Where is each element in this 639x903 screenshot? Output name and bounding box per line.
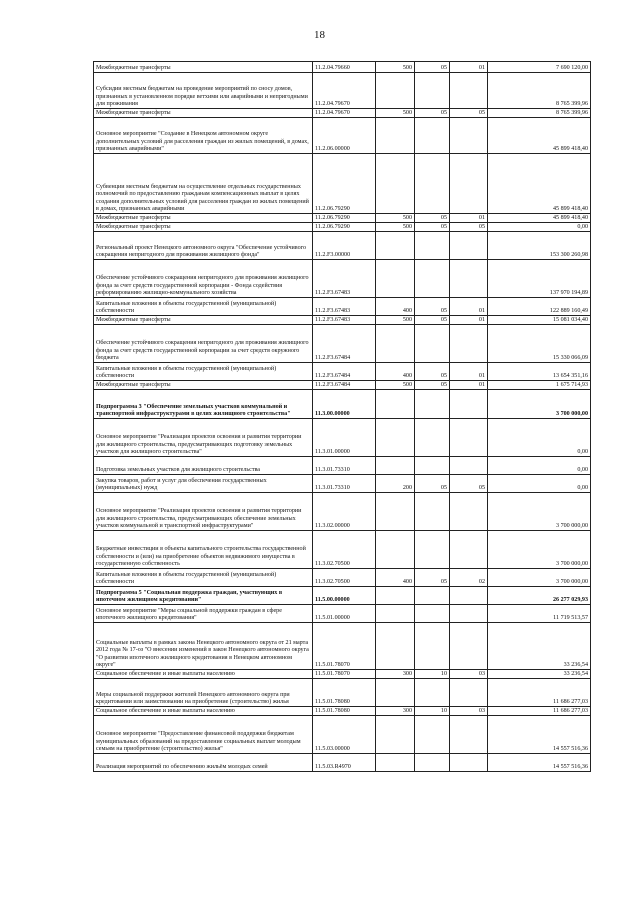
row-amount-cell: 122 889 160,49 [488, 298, 591, 316]
row-amount-cell: 14 557 516,36 [488, 754, 591, 772]
row-amount-cell: 13 654 351,16 [488, 363, 591, 381]
row-name-cell: Межбюджетные трансферты [94, 214, 313, 223]
row-subsection-cell: 03 [450, 670, 488, 679]
table-row [94, 716, 591, 754]
row-code-cell: 11.3.02.70500 [313, 531, 376, 569]
table-row [94, 325, 591, 363]
row-amount-cell: 0,00 [488, 419, 591, 457]
row-expense-type-cell [376, 73, 415, 109]
row-expense-type-cell: 500 [376, 109, 415, 118]
row-name-cell: Основное мероприятие "Реализация проектов освоения и развития территории для жилищного строительства, предусматривающих обеспечение земельных участков коммунальной и транспортной инфраструктурами" [94, 493, 313, 531]
table-row [94, 118, 591, 154]
row-name-cell: Подготовка земельных участков для жилищного строительства [94, 457, 313, 475]
row-amount-cell: 45 899 418,40 [488, 214, 591, 223]
row-code-cell: 11.3.02.00000 [313, 493, 376, 531]
row-name-cell: Основное мероприятие "Предоставление финансовой поддержки бюджетам муниципальных образований на предоставление социальных выплат молодым семьям на приобретение (строительство) жилья" [94, 716, 313, 754]
row-amount-cell: 3 700 000,00 [488, 390, 591, 419]
row-expense-type-cell: 400 [376, 569, 415, 587]
row-name-cell: Межбюджетные трансферты [94, 316, 313, 325]
row-amount-cell: 0,00 [488, 223, 591, 232]
row-code-cell: 11.2.F3.67483 [313, 298, 376, 316]
row-subsection-cell [450, 623, 488, 670]
table-row [94, 679, 591, 707]
row-section-cell: 05 [415, 214, 450, 223]
table-row [94, 707, 591, 716]
row-section-cell: 10 [415, 707, 450, 716]
row-name-cell: Региональный проект Ненецкого автономного округа "Обеспечение устойчивого сокращения непригодного для проживания жилищного фонда" [94, 232, 313, 260]
budget-table-body [94, 62, 591, 772]
table-row [94, 298, 591, 316]
table-row [94, 363, 591, 381]
row-subsection-cell: 02 [450, 569, 488, 587]
row-section-cell [415, 390, 450, 419]
table-row [94, 223, 591, 232]
row-name-cell: Подпрограмма 5 "Социальная поддержка граждан, участвующих в ипотечном жилищном кредитовании" [94, 587, 313, 605]
table-row [94, 754, 591, 772]
row-subsection-cell: 01 [450, 214, 488, 223]
row-section-cell: 05 [415, 363, 450, 381]
row-name-cell: Обеспечение устойчивого сокращения непригодного для проживания жилищного фонда за счет средств государственной корпорации - Фонда содействия реформированию жилищно-коммунального хозяйства [94, 260, 313, 298]
row-amount-cell: 11 719 513,57 [488, 605, 591, 623]
table-row [94, 623, 591, 670]
row-subsection-cell [450, 587, 488, 605]
row-expense-type-cell [376, 457, 415, 475]
row-expense-type-cell [376, 118, 415, 154]
table-row [94, 73, 591, 109]
row-amount-cell: 33 236,54 [488, 623, 591, 670]
row-code-cell: 11.3.01.00000 [313, 419, 376, 457]
row-amount-cell: 153 300 260,98 [488, 232, 591, 260]
table-row [94, 316, 591, 325]
row-expense-type-cell: 300 [376, 670, 415, 679]
row-amount-cell: 15 330 066,09 [488, 325, 591, 363]
table-row [94, 670, 591, 679]
row-section-cell [415, 325, 450, 363]
row-name-cell: Подпрограмма 3 "Обеспечение земельных участков коммунальной и транспортной инфраструктурами в целях жилищного строительства" [94, 390, 313, 419]
row-subsection-cell [450, 73, 488, 109]
row-section-cell: 05 [415, 569, 450, 587]
row-expense-type-cell: 200 [376, 475, 415, 493]
row-section-cell [415, 754, 450, 772]
row-section-cell [415, 118, 450, 154]
row-name-cell: Межбюджетные трансферты [94, 62, 313, 73]
row-name-cell: Межбюджетные трансферты [94, 381, 313, 390]
row-name-cell: Субвенции местным бюджетам на осуществление отдельных государственных полномочий по предоставлению гражданам компенсационных выплат в целях создания дополнительных условий для расселения граждан из жилых помещений в домах, признанных аварийными [94, 154, 313, 214]
row-section-cell [415, 154, 450, 214]
row-code-cell: 11.5.01.78080 [313, 679, 376, 707]
row-subsection-cell: 01 [450, 62, 488, 73]
row-name-cell: Социальное обеспечение и иные выплаты населению [94, 707, 313, 716]
row-expense-type-cell [376, 623, 415, 670]
row-amount-cell: 45 899 418,40 [488, 118, 591, 154]
row-subsection-cell [450, 457, 488, 475]
row-subsection-cell [450, 605, 488, 623]
row-name-cell: Межбюджетные трансферты [94, 223, 313, 232]
row-subsection-cell [450, 716, 488, 754]
table-row [94, 390, 591, 419]
row-expense-type-cell: 400 [376, 298, 415, 316]
row-expense-type-cell [376, 754, 415, 772]
row-subsection-cell: 01 [450, 381, 488, 390]
row-section-cell [415, 73, 450, 109]
row-expense-type-cell [376, 419, 415, 457]
row-code-cell: 11.2.F3.67484 [313, 363, 376, 381]
row-section-cell: 05 [415, 223, 450, 232]
row-amount-cell: 45 899 418,40 [488, 154, 591, 214]
row-expense-type-cell [376, 587, 415, 605]
row-code-cell: 11.2.06.79290 [313, 223, 376, 232]
budget-table [93, 61, 591, 772]
row-code-cell: 11.2.F3.67484 [313, 381, 376, 390]
row-code-cell: 11.3.01.73310 [313, 475, 376, 493]
row-code-cell: 11.2.F3.67484 [313, 325, 376, 363]
row-subsection-cell: 05 [450, 109, 488, 118]
row-name-cell: Закупка товаров, работ и услуг для обеспечения государственных (муниципальных) нужд [94, 475, 313, 493]
row-subsection-cell [450, 325, 488, 363]
row-code-cell: 11.2.06.79290 [313, 154, 376, 214]
row-expense-type-cell: 500 [376, 316, 415, 325]
table-row [94, 531, 591, 569]
row-name-cell: Социальное обеспечение и иные выплаты населению [94, 670, 313, 679]
table-row [94, 569, 591, 587]
row-subsection-cell [450, 118, 488, 154]
row-expense-type-cell [376, 679, 415, 707]
row-expense-type-cell [376, 531, 415, 569]
row-amount-cell: 3 700 000,00 [488, 569, 591, 587]
row-amount-cell: 8 765 399,96 [488, 73, 591, 109]
row-section-cell [415, 419, 450, 457]
row-section-cell [415, 623, 450, 670]
row-name-cell: Межбюджетные трансферты [94, 109, 313, 118]
row-section-cell [415, 716, 450, 754]
row-section-cell: 05 [415, 475, 450, 493]
table-row [94, 457, 591, 475]
row-expense-type-cell: 500 [376, 214, 415, 223]
table-row [94, 154, 591, 214]
row-expense-type-cell [376, 260, 415, 298]
row-subsection-cell [450, 419, 488, 457]
row-amount-cell: 14 557 516,36 [488, 716, 591, 754]
row-amount-cell: 15 081 034,40 [488, 316, 591, 325]
row-name-cell: Субсидии местным бюджетам на проведение мероприятий по сносу домов, признанных в установленном порядке ветхими или аварийными и непригодными для проживания [94, 73, 313, 109]
row-code-cell: 11.5.01.00000 [313, 605, 376, 623]
row-expense-type-cell [376, 716, 415, 754]
row-code-cell: 11.5.03.00000 [313, 716, 376, 754]
row-subsection-cell [450, 531, 488, 569]
row-section-cell: 10 [415, 670, 450, 679]
table-row [94, 62, 591, 73]
row-code-cell: 11.2.F3.67483 [313, 316, 376, 325]
row-name-cell: Бюджетные инвестиции в объекты капитального строительства государственной собственности и (или) на приобретение объектов недвижимого имущества в государственную собственность [94, 531, 313, 569]
row-section-cell [415, 232, 450, 260]
row-subsection-cell: 03 [450, 707, 488, 716]
row-amount-cell: 8 765 399,96 [488, 109, 591, 118]
row-name-cell: Основное мероприятие "Меры социальной поддержки граждан в сфере ипотечного жилищного кредитования" [94, 605, 313, 623]
row-code-cell: 11.3.02.70500 [313, 569, 376, 587]
row-section-cell: 05 [415, 298, 450, 316]
row-subsection-cell [450, 260, 488, 298]
row-expense-type-cell: 500 [376, 381, 415, 390]
row-subsection-cell [450, 679, 488, 707]
row-name-cell: Обеспечение устойчивого сокращения непригодного для проживания жилищного фонда за счет средств государственной корпорации за счет средств окружного бюджета [94, 325, 313, 363]
row-subsection-cell [450, 390, 488, 419]
row-amount-cell: 137 970 194,89 [488, 260, 591, 298]
row-name-cell: Социальные выплаты в рамках закона Ненецкого автономного округа от 21 марта 2012 года № 17-оз "О внесении изменений в закон Ненецкого автономного округа "О развитии ипотечного жилищного кредитования в Ненецком автономном округе" [94, 623, 313, 670]
row-name-cell: Капитальные вложения в объекты государственной (муниципальной) собственности [94, 298, 313, 316]
row-expense-type-cell [376, 232, 415, 260]
row-amount-cell: 0,00 [488, 457, 591, 475]
table-row [94, 214, 591, 223]
row-code-cell: 11.2.04.79660 [313, 62, 376, 73]
row-section-cell: 05 [415, 62, 450, 73]
row-amount-cell: 1 675 714,93 [488, 381, 591, 390]
row-code-cell: 11.2.04.79670 [313, 109, 376, 118]
row-section-cell: 05 [415, 316, 450, 325]
row-code-cell: 11.5.00.00000 [313, 587, 376, 605]
row-expense-type-cell [376, 493, 415, 531]
row-subsection-cell: 05 [450, 223, 488, 232]
row-expense-type-cell: 400 [376, 363, 415, 381]
table-row [94, 260, 591, 298]
row-subsection-cell [450, 493, 488, 531]
table-row [94, 587, 591, 605]
row-name-cell: Капитальные вложения в объекты государственной (муниципальной) собственности [94, 569, 313, 587]
table-row [94, 605, 591, 623]
row-name-cell: Основное мероприятие "Создание в Ненецком автономном округе дополнительных условий для расселения граждан из жилых помещений, в домах, признанных аварийными" [94, 118, 313, 154]
row-expense-type-cell: 500 [376, 62, 415, 73]
row-section-cell: 05 [415, 381, 450, 390]
table-row [94, 493, 591, 531]
row-code-cell: 11.3.01.73310 [313, 457, 376, 475]
row-code-cell: 11.5.01.78070 [313, 623, 376, 670]
row-code-cell: 11.2.06.00000 [313, 118, 376, 154]
row-code-cell: 11.2.F3.00000 [313, 232, 376, 260]
table-row [94, 109, 591, 118]
row-section-cell [415, 531, 450, 569]
row-section-cell [415, 457, 450, 475]
row-subsection-cell: 05 [450, 475, 488, 493]
row-subsection-cell [450, 154, 488, 214]
row-amount-cell: 7 690 120,00 [488, 62, 591, 73]
row-section-cell [415, 260, 450, 298]
row-name-cell: Реализация мероприятий по обеспечению жильём молодых семей [94, 754, 313, 772]
row-expense-type-cell [376, 390, 415, 419]
table-row [94, 381, 591, 390]
row-amount-cell: 3 700 000,00 [488, 531, 591, 569]
row-amount-cell: 11 686 277,03 [488, 679, 591, 707]
row-amount-cell: 26 277 029,93 [488, 587, 591, 605]
row-code-cell: 11.2.06.79290 [313, 214, 376, 223]
row-section-cell [415, 587, 450, 605]
row-name-cell: Основное мероприятие "Реализация проектов освоения и развития территории для жилищного строительства, предусматривающих подготовку земельных участков для жилищного строительства" [94, 419, 313, 457]
row-expense-type-cell: 300 [376, 707, 415, 716]
row-subsection-cell: 01 [450, 298, 488, 316]
table-row [94, 419, 591, 457]
row-subsection-cell: 01 [450, 316, 488, 325]
row-section-cell [415, 493, 450, 531]
row-section-cell: 05 [415, 109, 450, 118]
row-amount-cell: 3 700 000,00 [488, 493, 591, 531]
row-expense-type-cell [376, 154, 415, 214]
row-code-cell: 11.2.F3.67483 [313, 260, 376, 298]
row-amount-cell: 0,00 [488, 475, 591, 493]
row-code-cell: 11.2.04.79670 [313, 73, 376, 109]
row-code-cell: 11.3.00.00000 [313, 390, 376, 419]
row-subsection-cell: 01 [450, 363, 488, 381]
row-code-cell: 11.5.03.R4970 [313, 754, 376, 772]
row-amount-cell: 11 686 277,03 [488, 707, 591, 716]
row-subsection-cell [450, 232, 488, 260]
row-section-cell [415, 605, 450, 623]
row-name-cell: Капитальные вложения в объекты государственной (муниципальной) собственности [94, 363, 313, 381]
row-subsection-cell [450, 754, 488, 772]
row-section-cell [415, 679, 450, 707]
table-row [94, 232, 591, 260]
page-number: 18 [314, 29, 325, 41]
row-amount-cell: 33 236,54 [488, 670, 591, 679]
row-expense-type-cell [376, 605, 415, 623]
row-expense-type-cell [376, 325, 415, 363]
row-code-cell: 11.5.01.78080 [313, 707, 376, 716]
row-code-cell: 11.5.01.78070 [313, 670, 376, 679]
table-row [94, 475, 591, 493]
row-name-cell: Меры социальной поддержки жителей Ненецкого автономного округа при кредитовании или заимствовании на приобретение (строительство) жилья [94, 679, 313, 707]
row-expense-type-cell: 500 [376, 223, 415, 232]
